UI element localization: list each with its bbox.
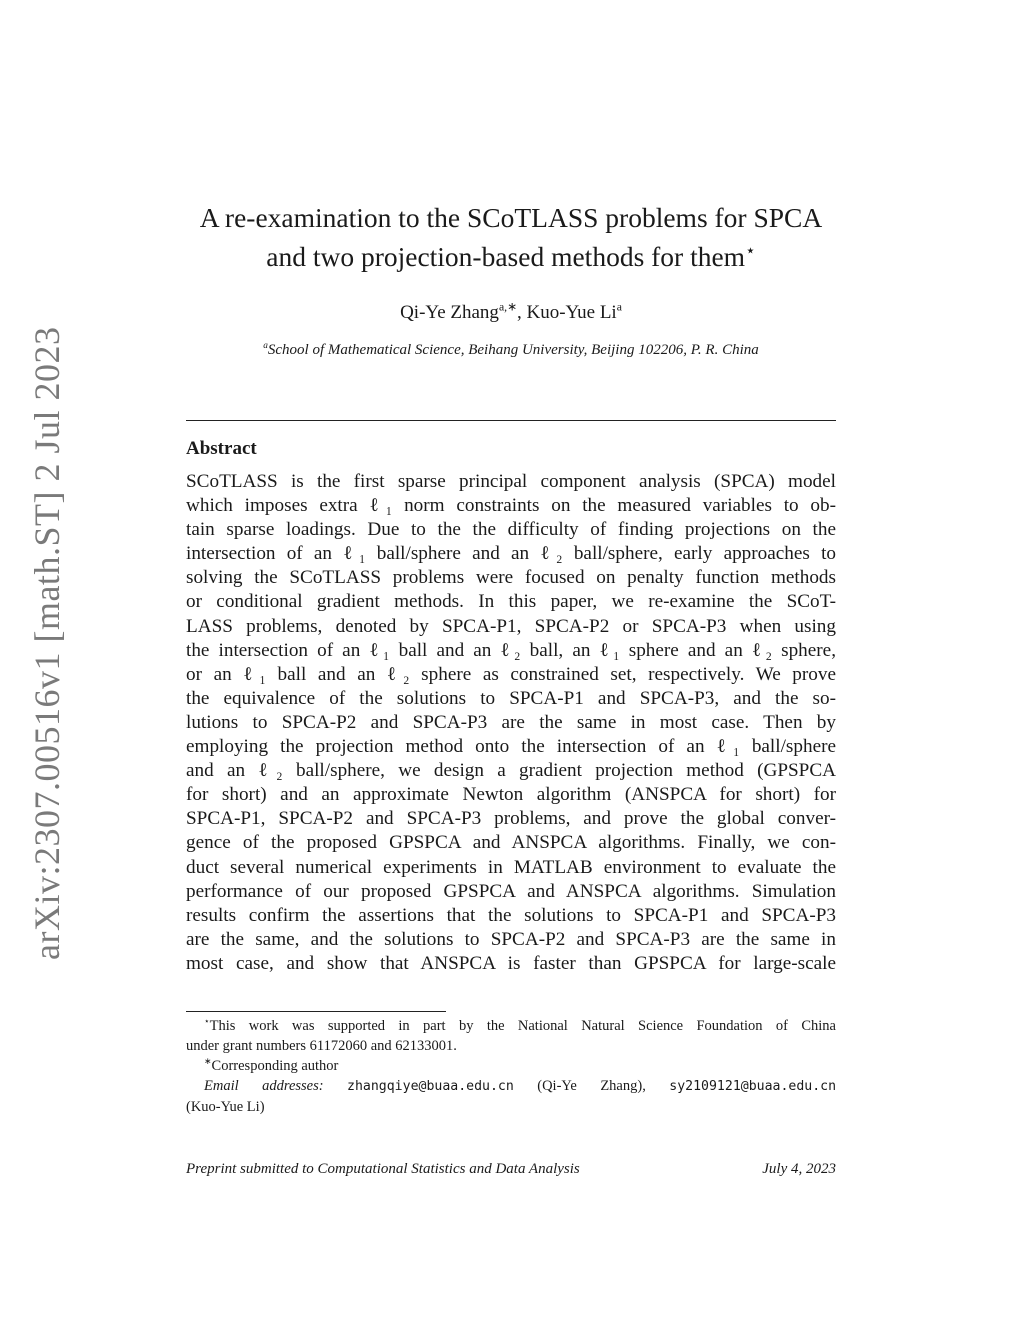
funding-footnote-cont: under grant numbers 61172060 and 62133001.: [186, 1038, 457, 1054]
arxiv-identifier: arXiv:2307.00516v1 [math.ST] 2 Jul 2023: [27, 326, 67, 960]
email-link-2[interactable]: sy2109121@buaa.edu.cn: [669, 1079, 837, 1094]
abstract-line: intersection of an ℓ₁ ball/sphere and an ℓ₂ ball/sphere, early approaches to: [186, 543, 836, 565]
email-label: Email addresses:: [204, 1078, 324, 1094]
abstract-line: are the same, and the solutions to SPCA-P2 and SPCA-P3 are the same in: [186, 928, 836, 950]
corresponding-text: Corresponding author: [211, 1058, 339, 1074]
email-footnote: [186, 1076, 836, 1097]
preprint-date: July 4, 2023: [762, 1161, 836, 1177]
email-owner-1: (Qi-Ye Zhang),: [537, 1078, 646, 1094]
title-line-2-text: and two projection-based methods for them: [266, 241, 746, 272]
abstract-line: lutions to SPCA-P2 and SPCA-P3 are the same in most case. Then by: [186, 711, 836, 733]
title-footnote-mark: ⋆: [745, 240, 756, 260]
title-line-1: A re-examination to the SCoTLASS problems for SPCA: [199, 202, 823, 233]
corresponding-mark: ∗: [204, 1056, 212, 1067]
footnotes: [186, 1016, 836, 1117]
abstract-line: gence of the proposed GPSPCA and ANSPCA algorithms. Finally, we con-: [186, 832, 836, 854]
abstract-heading: Abstract: [186, 438, 257, 459]
abstract-line: results confirm the assertions that the solutions to SPCA-P1 and SPCA-P3: [186, 904, 836, 926]
abstract-line: the intersection of an ℓ₁ ball and an ℓ₂ ball, an ℓ₁ sphere and an ℓ₂ sphere,: [186, 639, 836, 661]
author-2: Kuo-Yue Li: [526, 302, 617, 323]
abstract-line: duct several numerical experiments in MATLAB environment to evaluate the: [186, 856, 836, 878]
funding-footnote: [186, 1016, 836, 1036]
paper-title: [186, 198, 836, 276]
abstract-line: LASS problems, denoted by SPCA-P1, SPCA-P2 or SPCA-P3 when using: [186, 615, 836, 637]
abstract-line: and an ℓ₂ ball/sphere, we design a gradient projection method (GPSPCA: [186, 760, 836, 782]
author-1: Qi-Ye Zhang: [400, 302, 499, 323]
abstract-body: [186, 470, 836, 976]
abstract-line: solving the SCoTLASS problems were focused on penalty function methods: [186, 567, 836, 589]
abstract-top-rule: [186, 420, 836, 421]
affiliation: [186, 342, 836, 359]
author-2-marks: a: [616, 300, 622, 314]
abstract-line: or an ℓ₁ ball and an ℓ₂ sphere as constrained set, respectively. We prove: [186, 663, 836, 685]
abstract-line: performance of our proposed GPSPCA and ANSPCA algorithms. Simulation: [186, 880, 836, 902]
funding-text: This work was supported in part by the National Natural Science Foundation of China: [209, 1018, 836, 1034]
abstract-line: the equivalence of the solutions to SPCA-P1 and SPCA-P3, and the so-: [186, 687, 836, 709]
abstract-line: SCoTLASS is the first sparse principal component analysis (SPCA) model: [186, 471, 836, 492]
email-owner-2: (Kuo-Yue Li): [186, 1099, 265, 1115]
affiliation-mark: a: [263, 341, 268, 351]
abstract-line: which imposes extra ℓ₁ norm constraints on the measured variables to ob-: [186, 495, 836, 517]
corresponding-footnote: [186, 1056, 836, 1076]
abstract-line: employing the projection method onto the intersection of an ℓ₁ ball/sphere: [186, 736, 836, 758]
funding-mark: ⋆: [204, 1016, 210, 1027]
author-list: [186, 302, 836, 324]
email-link-1[interactable]: zhangqiye@buaa.edu.cn: [347, 1079, 514, 1094]
preprint-note: Preprint submitted to Computational Statistics and Data Analysis: [186, 1161, 580, 1177]
abstract-line: tain sparse loadings. Due to the the difficulty of finding projections on the: [186, 519, 836, 541]
author-1-marks: a,∗: [498, 300, 517, 314]
abstract-line: for short) and an approximate Newton algorithm (ANSPCA for short) for: [186, 784, 836, 806]
footnote-rule: [186, 1011, 446, 1012]
author-separator: ,: [516, 302, 527, 323]
affiliation-text: School of Mathematical Science, Beihang University, Beijing 102206, P. R. China: [267, 342, 759, 358]
title-line-2: [186, 237, 836, 276]
abstract-line: most case, and show that ANSPCA is faster than GPSPCA for large-scale: [186, 952, 836, 974]
abstract-line: SPCA-P1, SPCA-P2 and SPCA-P3 problems, and prove the global conver-: [186, 808, 836, 830]
abstract-line: or conditional gradient methods. In this paper, we re-examine the SCoT-: [186, 591, 836, 613]
